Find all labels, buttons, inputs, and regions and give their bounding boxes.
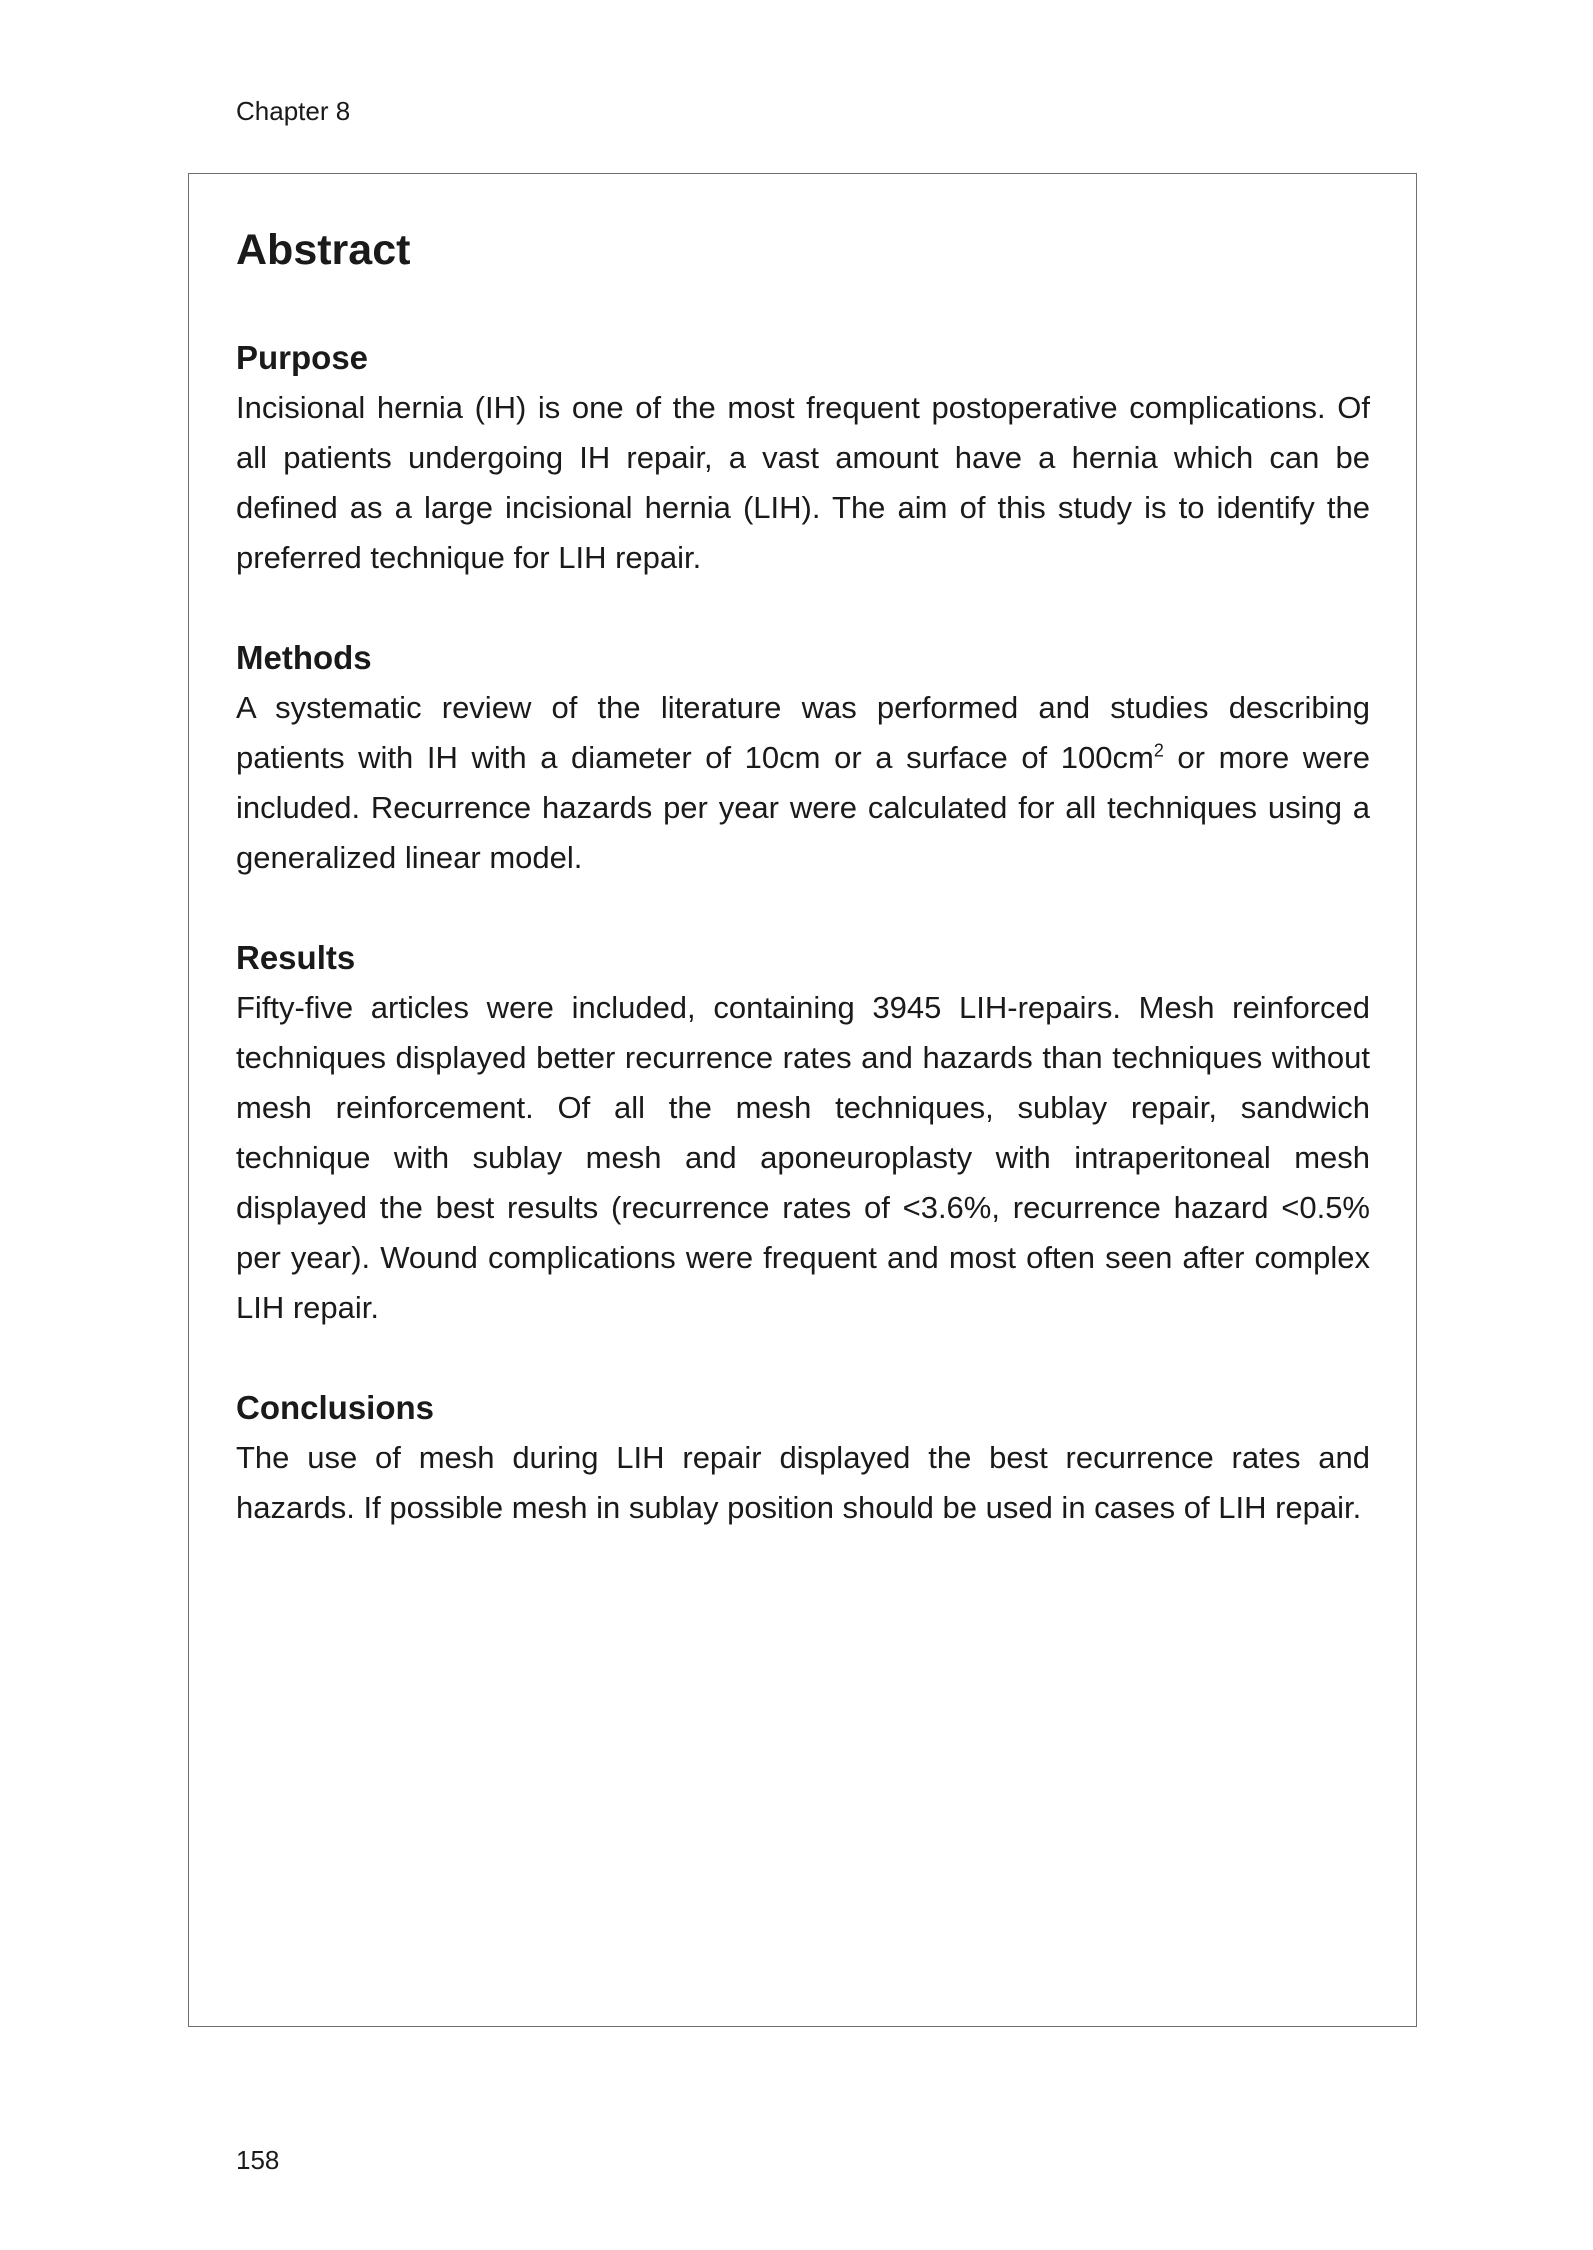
methods-text-part2: or more were included. Recurrence hazards per year were calculated for all techniques using a generalized linear model. [236,740,1370,875]
page-number: 158 [236,2145,280,2175]
conclusions-heading: Conclusions [236,1389,435,1426]
methods-text-part1: A systematic review of the literature was performed and studies describing patients with IH with a diameter of 10cm or a surface of 100cm [236,690,1370,775]
methods-heading: Methods [236,639,372,676]
methods-text [236,683,1370,883]
methods-section [236,636,1370,883]
results-text: Fifty-five articles were included, containing 3945 LIH-repairs. Mesh reinforced techniques displayed better recurrence rates and hazards than techniques without mesh reinforcement. Of all the mesh techniques, sublay repair, sandwich technique with sublay mesh and aponeuroplasty with intraperitoneal mesh displayed the best results (recurrence rates of <3.6%, recurrence hazard <0.5% per year). Wound complications were frequent and most often seen after complex LIH repair. [236,990,1370,1325]
purpose-text: Incisional hernia (IH) is one of the most frequent postoperative complications. Of all patients undergoing IH repair, a vast amount have a hernia which can be defined as a large incisional hernia (LIH). The aim of this study is to identify the preferred technique for LIH repair. [236,390,1370,575]
results-heading: Results [236,939,356,976]
purpose-section [236,336,1370,583]
results-section [236,936,1370,1333]
abstract-title: Abstract [236,226,411,274]
running-header: Chapter 8 [236,96,351,126]
conclusions-section [236,1386,1370,1533]
conclusions-text: The use of mesh during LIH repair displayed the best recurrence rates and hazards. If possible mesh in sublay position should be used in cases of LIH repair. [236,1440,1370,1525]
purpose-heading: Purpose [236,339,369,376]
methods-superscript: 2 [1153,740,1164,761]
